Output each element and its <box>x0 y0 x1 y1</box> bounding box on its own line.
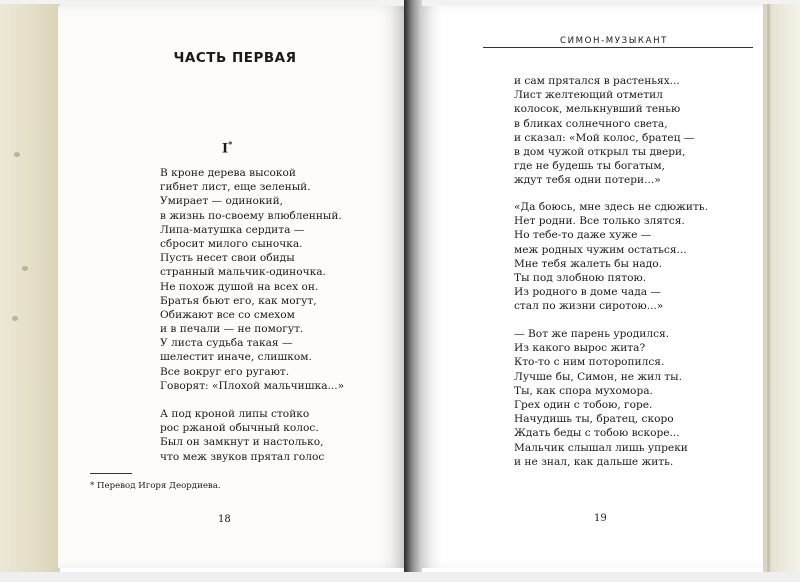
book-cover-left <box>0 4 60 574</box>
verse-line: Братья бьют его, как могут, <box>160 294 317 307</box>
scan-edge-bottom <box>0 572 800 582</box>
verse-line: Все вокруг его ругают. <box>160 365 290 378</box>
verse-line: колосок, мелькнувший тенью <box>514 103 681 116</box>
verse-line: Липа-матушка сердита — <box>160 223 305 236</box>
verse-line: А под кроной липы стойко <box>160 408 310 420</box>
verse-line: и сам прятался в растеньях... <box>514 75 680 87</box>
verse-line: сбросит милого сыночка. <box>160 237 303 250</box>
verse-line: Из какого вырос жита? <box>514 342 646 355</box>
verse-line: стал по жизни сиротою...» <box>514 300 664 313</box>
section-number-text: I <box>222 141 229 157</box>
verse-line: Начудишь ты, братец, скоро <box>514 413 674 426</box>
left-stanza-2 <box>160 407 324 464</box>
verse-line: ждут тебя одни потери...» <box>514 174 661 187</box>
verse-line: Ты под злобною пятою. <box>514 271 647 284</box>
verse-line: шелестит иначе, слишком. <box>160 351 312 364</box>
verse-line: гибнет лист, еще зеленый. <box>160 181 311 194</box>
verse-line: что меж звуков прятал голос <box>160 450 325 463</box>
running-head: СИМОН-МУЗЫКАНТ <box>560 36 669 46</box>
verse-line: Грех один с тобою, горе. <box>514 398 653 411</box>
verse-line: Из родного в доме чада — <box>514 286 662 299</box>
right-stanza-2 <box>514 200 708 314</box>
footnote-rule <box>90 473 132 474</box>
verse-line: Обижают все со смехом <box>160 308 295 321</box>
page-number-right: 19 <box>594 513 607 524</box>
verse-line: странный мальчик-одиночка. <box>160 266 326 279</box>
book-cover-right <box>763 4 800 574</box>
verse-line: в жизнь по-своему влюбленный. <box>160 209 342 222</box>
verse-line: Мне тебя жалеть бы надо. <box>514 257 662 270</box>
verse-line: Мальчик слышал лишь упреки <box>514 441 688 454</box>
verse-line: и сказал: «Мой колос, братец — <box>514 131 695 144</box>
verse-line: Не похож душой на всех он. <box>160 280 319 293</box>
verse-line: Нет родни. Все только злятся. <box>514 215 685 228</box>
verse-line: Ждать беды с тобою вскоре... <box>514 427 680 440</box>
footnote-mark: * <box>228 139 233 149</box>
verse-line: В кроне дерева высокой <box>160 167 296 179</box>
verse-line: Говорят: «Плохой мальчишка...» <box>160 379 345 392</box>
right-stanza-3 <box>514 327 688 469</box>
footnote: * Перевод Игоря Деордиева. <box>90 481 221 491</box>
page-number-left: 18 <box>218 514 231 525</box>
left-stanza-1 <box>160 166 344 393</box>
verse-line: «Да боюсь, мне здесь не сдюжить. <box>514 201 708 213</box>
verse-line: Лучше бы, Симон, не жил ты. <box>514 370 682 383</box>
verse-line: Пусть несет свои обиды <box>160 252 295 265</box>
verse-line: и в печали — не помогут. <box>160 323 304 336</box>
verse-line: Лист желтеющий отметил <box>514 89 663 102</box>
verse-line: Кто-то с ним поторопился. <box>514 356 665 369</box>
verse-line: в дом чужой открыл ты двери, <box>514 145 686 158</box>
verse-line: Но тебе-то даже хуже — <box>514 229 652 242</box>
verse-line: Ты, как спора мухомора. <box>514 384 653 397</box>
verse-line: У листа судьба такая — <box>160 337 293 350</box>
verse-line: меж родных чужим остаться... <box>514 243 687 256</box>
right-stanza-1 <box>514 74 694 188</box>
section-number <box>222 139 232 156</box>
verse-line: рос ржаной обычный колос. <box>160 422 319 435</box>
verse-line: и не знал, как дальше жить. <box>514 455 674 468</box>
verse-line: где не будешь ты богатым, <box>514 160 665 173</box>
verse-line: в бликах солнечного света, <box>514 117 668 130</box>
verse-line: Был он замкнут и настолько, <box>160 436 324 449</box>
verse-line: — Вот же парень уродился. <box>514 328 670 340</box>
running-head-rule <box>483 47 753 48</box>
part-title: ЧАСТЬ ПЕРВАЯ <box>173 50 297 66</box>
verse-line: Умирает — одинокий, <box>160 195 284 208</box>
